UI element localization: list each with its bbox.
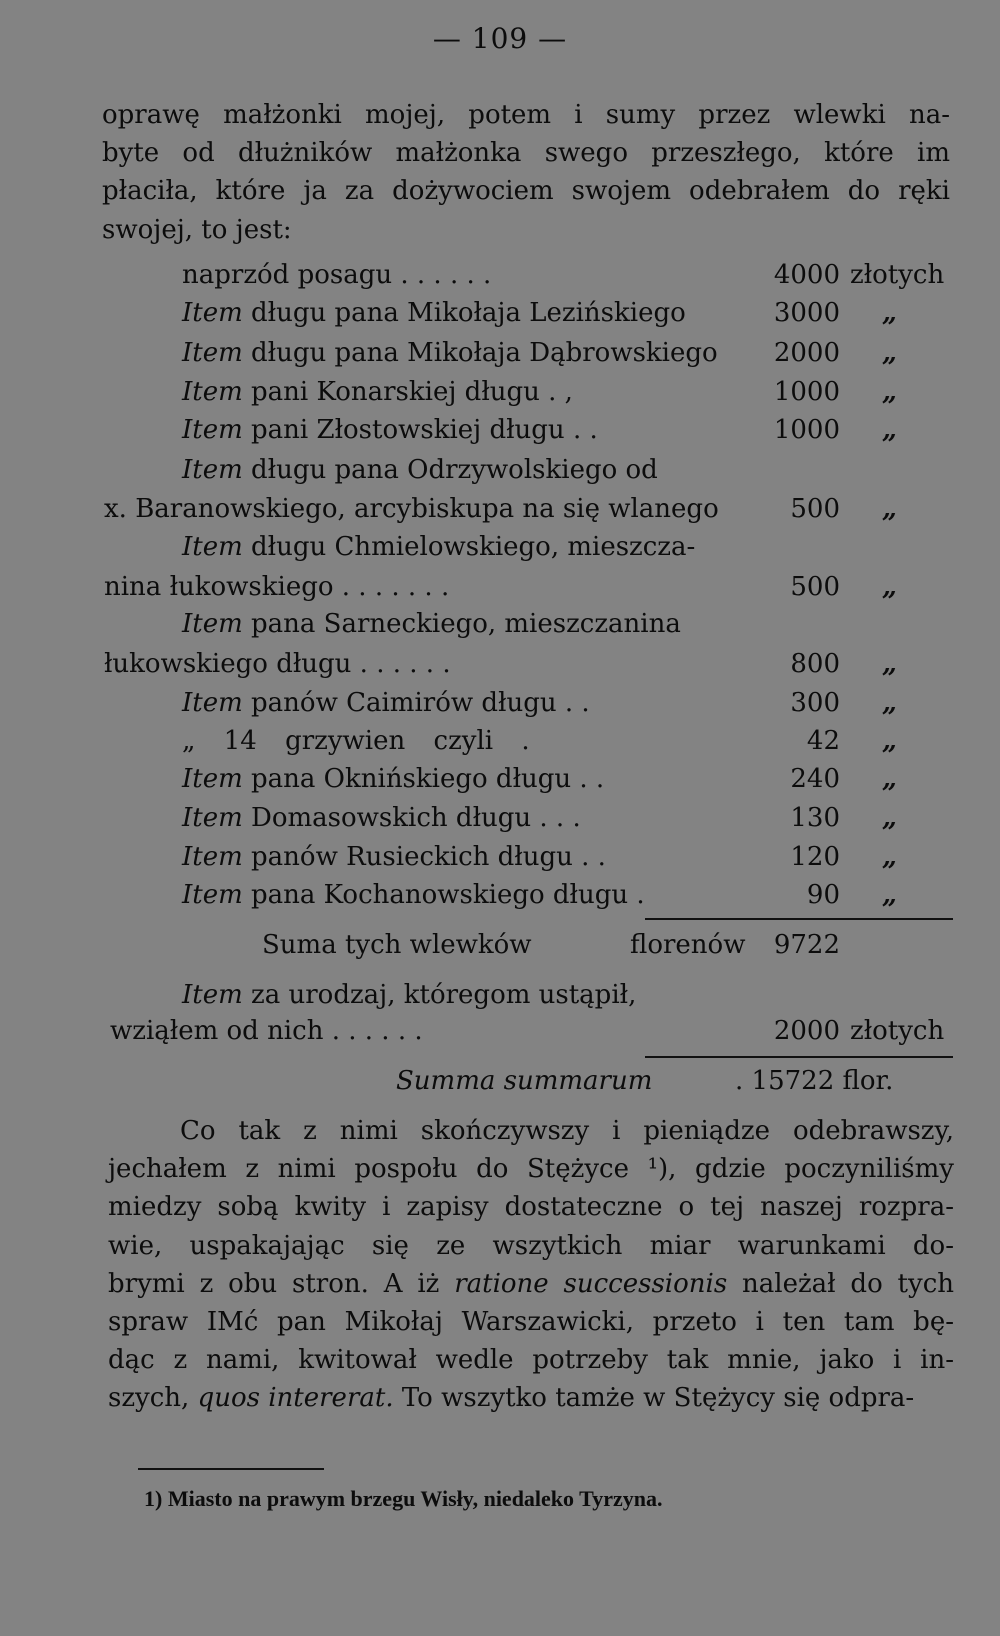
paragraph-line: wie, uspakajając się ze wszytkich miar warunkami do- <box>108 1230 954 1261</box>
item-word: Item <box>182 338 243 368</box>
ledger-row <box>0 605 1000 643</box>
ledger-amount: 500 <box>790 572 840 602</box>
opening-paragraph <box>102 96 950 249</box>
ledger-row <box>0 760 1000 798</box>
sum-amount: 9722 <box>773 930 840 960</box>
paragraph-line: jechałem z nimi pospołu do Stężyce ¹), gdzie poczyniliśmy <box>108 1154 954 1185</box>
ledger-label: Item pana Kochanowskiego długu . <box>182 880 645 910</box>
ledger-label: Item panów Rusieckich długu . . <box>182 842 606 872</box>
paragraph-line: szych, quos intererat. To wszytko tamże w Stężycy się odpra- <box>108 1383 915 1414</box>
harvest-label-cont: wziąłem od nich . . . . . . <box>110 1016 423 1046</box>
ledger-unit: „ <box>882 572 897 602</box>
paragraph-line: oprawę małżonki mojej, potem i sumy przez wlewki na- <box>102 100 950 130</box>
item-word: Item <box>182 532 243 562</box>
total-rule <box>645 1056 953 1058</box>
ledger-unit: „ <box>882 494 897 524</box>
ledger-amount: 3000 <box>773 298 840 328</box>
closing-paragraph <box>108 1112 954 1418</box>
harvest-label: Item za urodzaj, któregom ustąpił, <box>182 980 637 1010</box>
ledger-unit: „ <box>882 338 897 368</box>
ledger-unit: „ <box>882 688 897 718</box>
ledger-amount: 240 <box>790 764 840 794</box>
ledger-amount: 1000 <box>773 415 840 445</box>
item-word: Item <box>182 298 243 328</box>
ledger-row <box>0 722 1000 760</box>
total-label: Summa summarum <box>396 1066 653 1096</box>
ledger-amount: 42 <box>806 726 840 756</box>
page-number: — 109 — <box>432 22 568 55</box>
ledger-label: łukowskiego długu . . . . . . <box>104 649 451 679</box>
paragraph-line: dąc z nami, kwitował wedle potrzeby tak mnie, jako i in- <box>108 1345 954 1376</box>
item-word: Item <box>182 764 243 794</box>
ledger-label: Item długu pana Mikołaja Lezińskiego <box>182 298 686 328</box>
total-row <box>0 1062 1000 1100</box>
footnote <box>144 1486 662 1512</box>
ledger-amount: 800 <box>790 649 840 679</box>
ledger-amount: 90 <box>806 880 840 910</box>
item-word: Item <box>182 609 243 639</box>
harvest-row-2 <box>0 1012 1000 1050</box>
harvest-unit: złotych <box>850 1016 945 1046</box>
sum-currency: florenów <box>630 930 746 960</box>
ledger-row <box>0 256 1000 294</box>
ledger-label: Item panów Caimirów długu . . <box>182 688 590 718</box>
item-word: Item <box>182 880 243 910</box>
paragraph-line: spraw IMć pan Mikołaj Warszawicki, przeto i ten tam bę- <box>108 1307 954 1338</box>
ledger-row <box>0 411 1000 449</box>
ledger-row <box>0 451 1000 489</box>
ledger-amount: 120 <box>790 842 840 872</box>
ledger-row <box>0 334 1000 372</box>
item-word: Item <box>182 688 243 718</box>
ledger-label: Item Domasowskich długu . . . <box>182 803 581 833</box>
paragraph-line: brymi z obu stron. A iż ratione successionis należał do tych <box>108 1268 955 1299</box>
ledger-unit: „ <box>882 842 897 872</box>
item-word: Item <box>182 377 243 407</box>
footnote-rule <box>138 1468 324 1470</box>
ledger-label: Item pana Oknińskiego długu . . <box>182 764 605 794</box>
ledger-unit: „ <box>882 803 897 833</box>
ledger-label: Item długu pana Odrzywolskiego od <box>182 455 658 485</box>
ledger-row <box>0 490 1000 528</box>
ledger-amount: 130 <box>790 803 840 833</box>
ledger-amount: 500 <box>790 494 840 524</box>
item-word: Item <box>182 980 243 1010</box>
ledger-label: nina łukowskiego . . . . . . . <box>104 572 450 602</box>
item-word: Item <box>182 455 243 485</box>
ledger-row <box>0 684 1000 722</box>
paragraph-line: swojej, to jest: <box>102 214 292 245</box>
ledger-label: „ 14 grzywien czyli . <box>182 726 530 756</box>
ledger-label: x. Baranowskiego, arcybiskupa na się wlanego <box>104 494 719 524</box>
ledger-label: Item pani Złostowskiej długu . . <box>182 415 598 445</box>
item-word: Item <box>182 842 243 872</box>
sum-rule <box>645 918 953 920</box>
ledger-label: Item pana Sarneckiego, mieszczanina <box>182 609 681 639</box>
ledger-amount: 4000 <box>773 260 840 290</box>
item-word: Item <box>182 415 243 445</box>
footnote-marker: 1) <box>144 1486 163 1511</box>
footnote-text: Miasto na prawym brzegu Wisły, niedaleko Tyrzyna. <box>167 1486 663 1511</box>
ledger-row <box>0 294 1000 332</box>
ledger-unit: „ <box>882 726 897 756</box>
ledger-row <box>0 876 1000 914</box>
paragraph-line: miedzy sobą kwity i zapisy dostateczne o tej naszej rozpra- <box>108 1192 954 1223</box>
ledger-row <box>0 528 1000 566</box>
ledger-unit: „ <box>882 880 897 910</box>
ledger-unit: „ <box>882 415 897 445</box>
harvest-amount: 2000 <box>773 1016 840 1046</box>
ledger-row <box>0 568 1000 606</box>
sum-row <box>0 926 1000 964</box>
ledger-row <box>0 838 1000 876</box>
ledger-label: Item długu pana Mikołaja Dąbrowskiego <box>182 338 718 368</box>
ledger-unit: „ <box>882 377 897 407</box>
paragraph-line: Co tak z nimi skończywszy i pieniądze odebrawszy, <box>180 1116 954 1146</box>
ledger-row <box>0 373 1000 411</box>
ledger-unit: „ <box>882 764 897 794</box>
paragraph-line: płaciła, które ja za dożywociem swojem odebrałem do ręki <box>102 176 950 207</box>
harvest-row <box>0 976 1000 1014</box>
ledger-unit: „ <box>882 649 897 679</box>
ledger-label: Item pani Konarskiej długu . , <box>182 377 573 407</box>
ledger-unit: złotych <box>850 260 945 290</box>
ledger-label: Item długu Chmielowskiego, mieszcza- <box>182 532 696 562</box>
ledger-unit: „ <box>882 298 897 328</box>
total-value: . 15722 flor. <box>735 1066 894 1096</box>
ledger-amount: 2000 <box>773 338 840 368</box>
item-word: Item <box>182 803 243 833</box>
ledger-amount: 1000 <box>773 377 840 407</box>
sum-label: Suma tych wlewków <box>262 930 532 960</box>
ledger-row <box>0 645 1000 683</box>
ledger-label: naprzód posagu . . . . . . <box>182 260 492 290</box>
paragraph-line: byte od dłużników małżonka swego przeszłego, które im <box>102 138 950 169</box>
ledger-row <box>0 799 1000 837</box>
ledger-amount: 300 <box>790 688 840 718</box>
